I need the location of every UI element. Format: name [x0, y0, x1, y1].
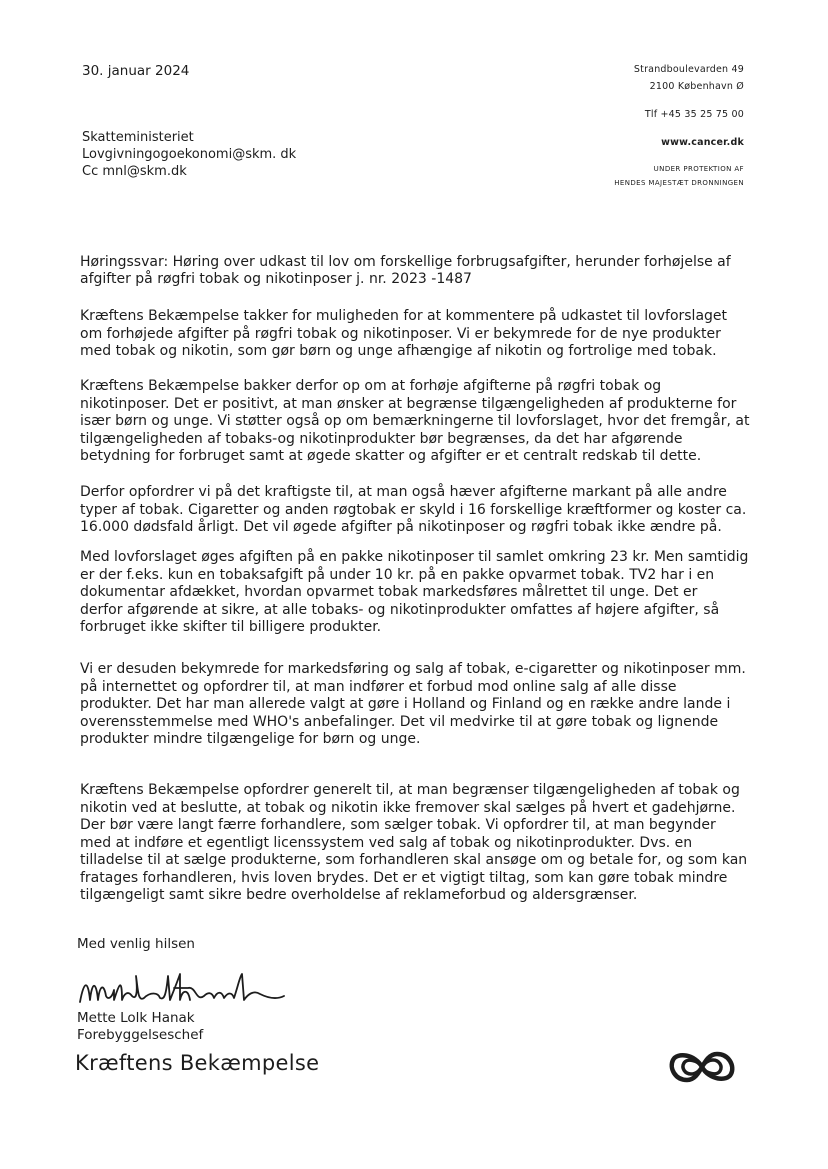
organization-wordmark: Kræftens Bekæmpelse [75, 1051, 320, 1075]
text-line: Vi er desuden bekymrede for markedsføring og salg af tobak, e-cigaretter og nikotinposer mm. [80, 661, 746, 677]
signer-title: Forebyggelseschef [77, 1027, 204, 1043]
sender-address-block [614, 61, 744, 190]
recipient-email: Lovgivningogoekonomi@skm. dk [82, 147, 297, 162]
infinity-logo-icon [665, 1046, 739, 1088]
body-paragraph-5 [80, 661, 760, 749]
text-line: er der f.eks. kun en tobaksafgift på under 10 kr. på en pakke opvarmet tobak. TV2 har i en [80, 566, 715, 583]
recipient-block [82, 129, 296, 180]
text-line: Kræftens Bekæmpelse takker for muligheden for at kommentere på udkastet til lovforslaget [80, 308, 728, 324]
royal-protection-line-1: UNDER PROTEKTION AF [653, 165, 744, 173]
closing-salutation: Med venlig hilsen [77, 936, 195, 952]
text-line: 16.000 dødsfald årligt. Det vil øgede afgifter på nikotinposer og røgfri tobak ikke ændre på. [80, 519, 722, 535]
body-paragraph-4 [80, 549, 760, 637]
text-line: produkter. Det har man allerede valgt at gøre i Holland og Finland og en række andre lande i [80, 696, 731, 712]
text-line: Derfor opfordrer vi på det kraftigste til, at man også hæver afgifterne markant på alle andre [80, 484, 727, 500]
body-paragraph-1 [80, 308, 760, 361]
sender-street: Strandboulevarden 49 [633, 64, 744, 75]
body-paragraph-6 [80, 782, 760, 905]
subject-line-1: Høringssvar: Høring over udkast til lov om forskellige forbrugsafgifter, herunder forhøjelse af [80, 254, 731, 270]
subject-line-2: afgifter på røgfri tobak og nikotinposer j. nr. 2023 -1487 [80, 271, 472, 287]
text-line: derfor afgørende at sikre, at alle tobaks- og nikotinprodukter omfattes af højere afgifter, så [80, 601, 720, 618]
text-line: Med lovforslaget øges afgiften på en pakke nikotinposer til samlet omkring 23 kr. Men samtidig [80, 549, 749, 565]
text-line: typer af tobak. Cigaretter og anden røgtobak er skyld i 16 forskellige kræftformer og koster ca. [80, 501, 747, 518]
text-line: nikotinposer. Det er positivt, at man ønsker at begrænse tilgængeligheden af produkterne for [80, 395, 737, 412]
recipient-name: Skatteministeriet [82, 130, 194, 145]
handwritten-signature [78, 970, 288, 1010]
text-line: betydning for forbruget samt at øgede skatter og afgifter er et centralt redskab til dette. [80, 448, 702, 464]
text-line: på internettet og opfordrer til, at man indfører et forbud mod online salg af alle disse [80, 678, 677, 695]
text-line: især børn og unge. Vi støtter også op om bemærkningerne til lovforslaget, hvor det fremgår, at [80, 413, 750, 429]
letter-date: 30. januar 2024 [82, 63, 190, 79]
sender-city: 2100 København Ø [649, 81, 744, 92]
text-line: Kræftens Bekæmpelse opfordrer generelt til, at man begrænser tilgængeligheden af tobak og [80, 782, 740, 798]
text-line: overensstemmelse med WHO's anbefalinger. Det vil medvirke til at gøre tobak og lignende [80, 713, 719, 730]
text-line: dokumentar afdækket, hvordan opvarmet tobak markedsføres målrettet til unge. Det er [80, 584, 698, 600]
text-line: Der bør være langt færre forhandlere, som sælger tobak. Vi opfordrer til, at man begynder [80, 817, 716, 833]
text-line: nikotin ved at beslutte, at tobak og nikotin ikke fremover skal sælges på hvert et gadehjørne. [80, 799, 736, 816]
royal-protection-line-2: HENDES MAJESTÆT DRONNINGEN [614, 179, 744, 187]
text-line: tilgængeligt samt sikre bedre overholdelse af reklameforbud og aldersgrænser. [80, 887, 638, 903]
signer-name: Mette Lolk Hanak [77, 1010, 195, 1026]
text-line: med at indføre et egentligt licenssystem ved salg af tobak og nikotinprodukter. Dvs. en [80, 834, 693, 851]
text-line: med tobak og nikotin, som gør børn og unge afhængige af nikotin og fortrolige med tobak. [80, 343, 717, 359]
text-line: fratages forhandleren, hvis loven brydes. Det er et vigtigt tiltag, som kan gøre tobak mindre [80, 869, 728, 886]
body-paragraph-3 [80, 484, 760, 537]
sender-website: www.cancer.dk [661, 137, 744, 148]
text-line: tilgængeligheden af tobaks-og nikotinprodukter bør begrænses, da det har afgørende [80, 430, 683, 447]
text-line: forbruget ikke skifter til billigere produkter. [80, 619, 382, 635]
text-line: tilladelse til at sælge produkterne, som forhandleren skal ansøge om og betale for, og som kan [80, 852, 748, 868]
subject-line [80, 254, 755, 288]
signer-block [77, 1010, 203, 1044]
recipient-cc: Cc mnl@skm.dk [82, 164, 187, 179]
text-line: produkter mindre tilgængelige for børn og unge. [80, 731, 421, 747]
text-line: Kræftens Bekæmpelse bakker derfor op om at forhøje afgifterne på røgfri tobak og [80, 378, 662, 394]
body-paragraph-2 [80, 378, 760, 466]
text-line: om forhøjede afgifter på røgfri tobak og nikotinposer. Vi er bekymrede for de nye produkter [80, 325, 721, 342]
sender-phone: Tlf +45 35 25 75 00 [644, 109, 744, 120]
